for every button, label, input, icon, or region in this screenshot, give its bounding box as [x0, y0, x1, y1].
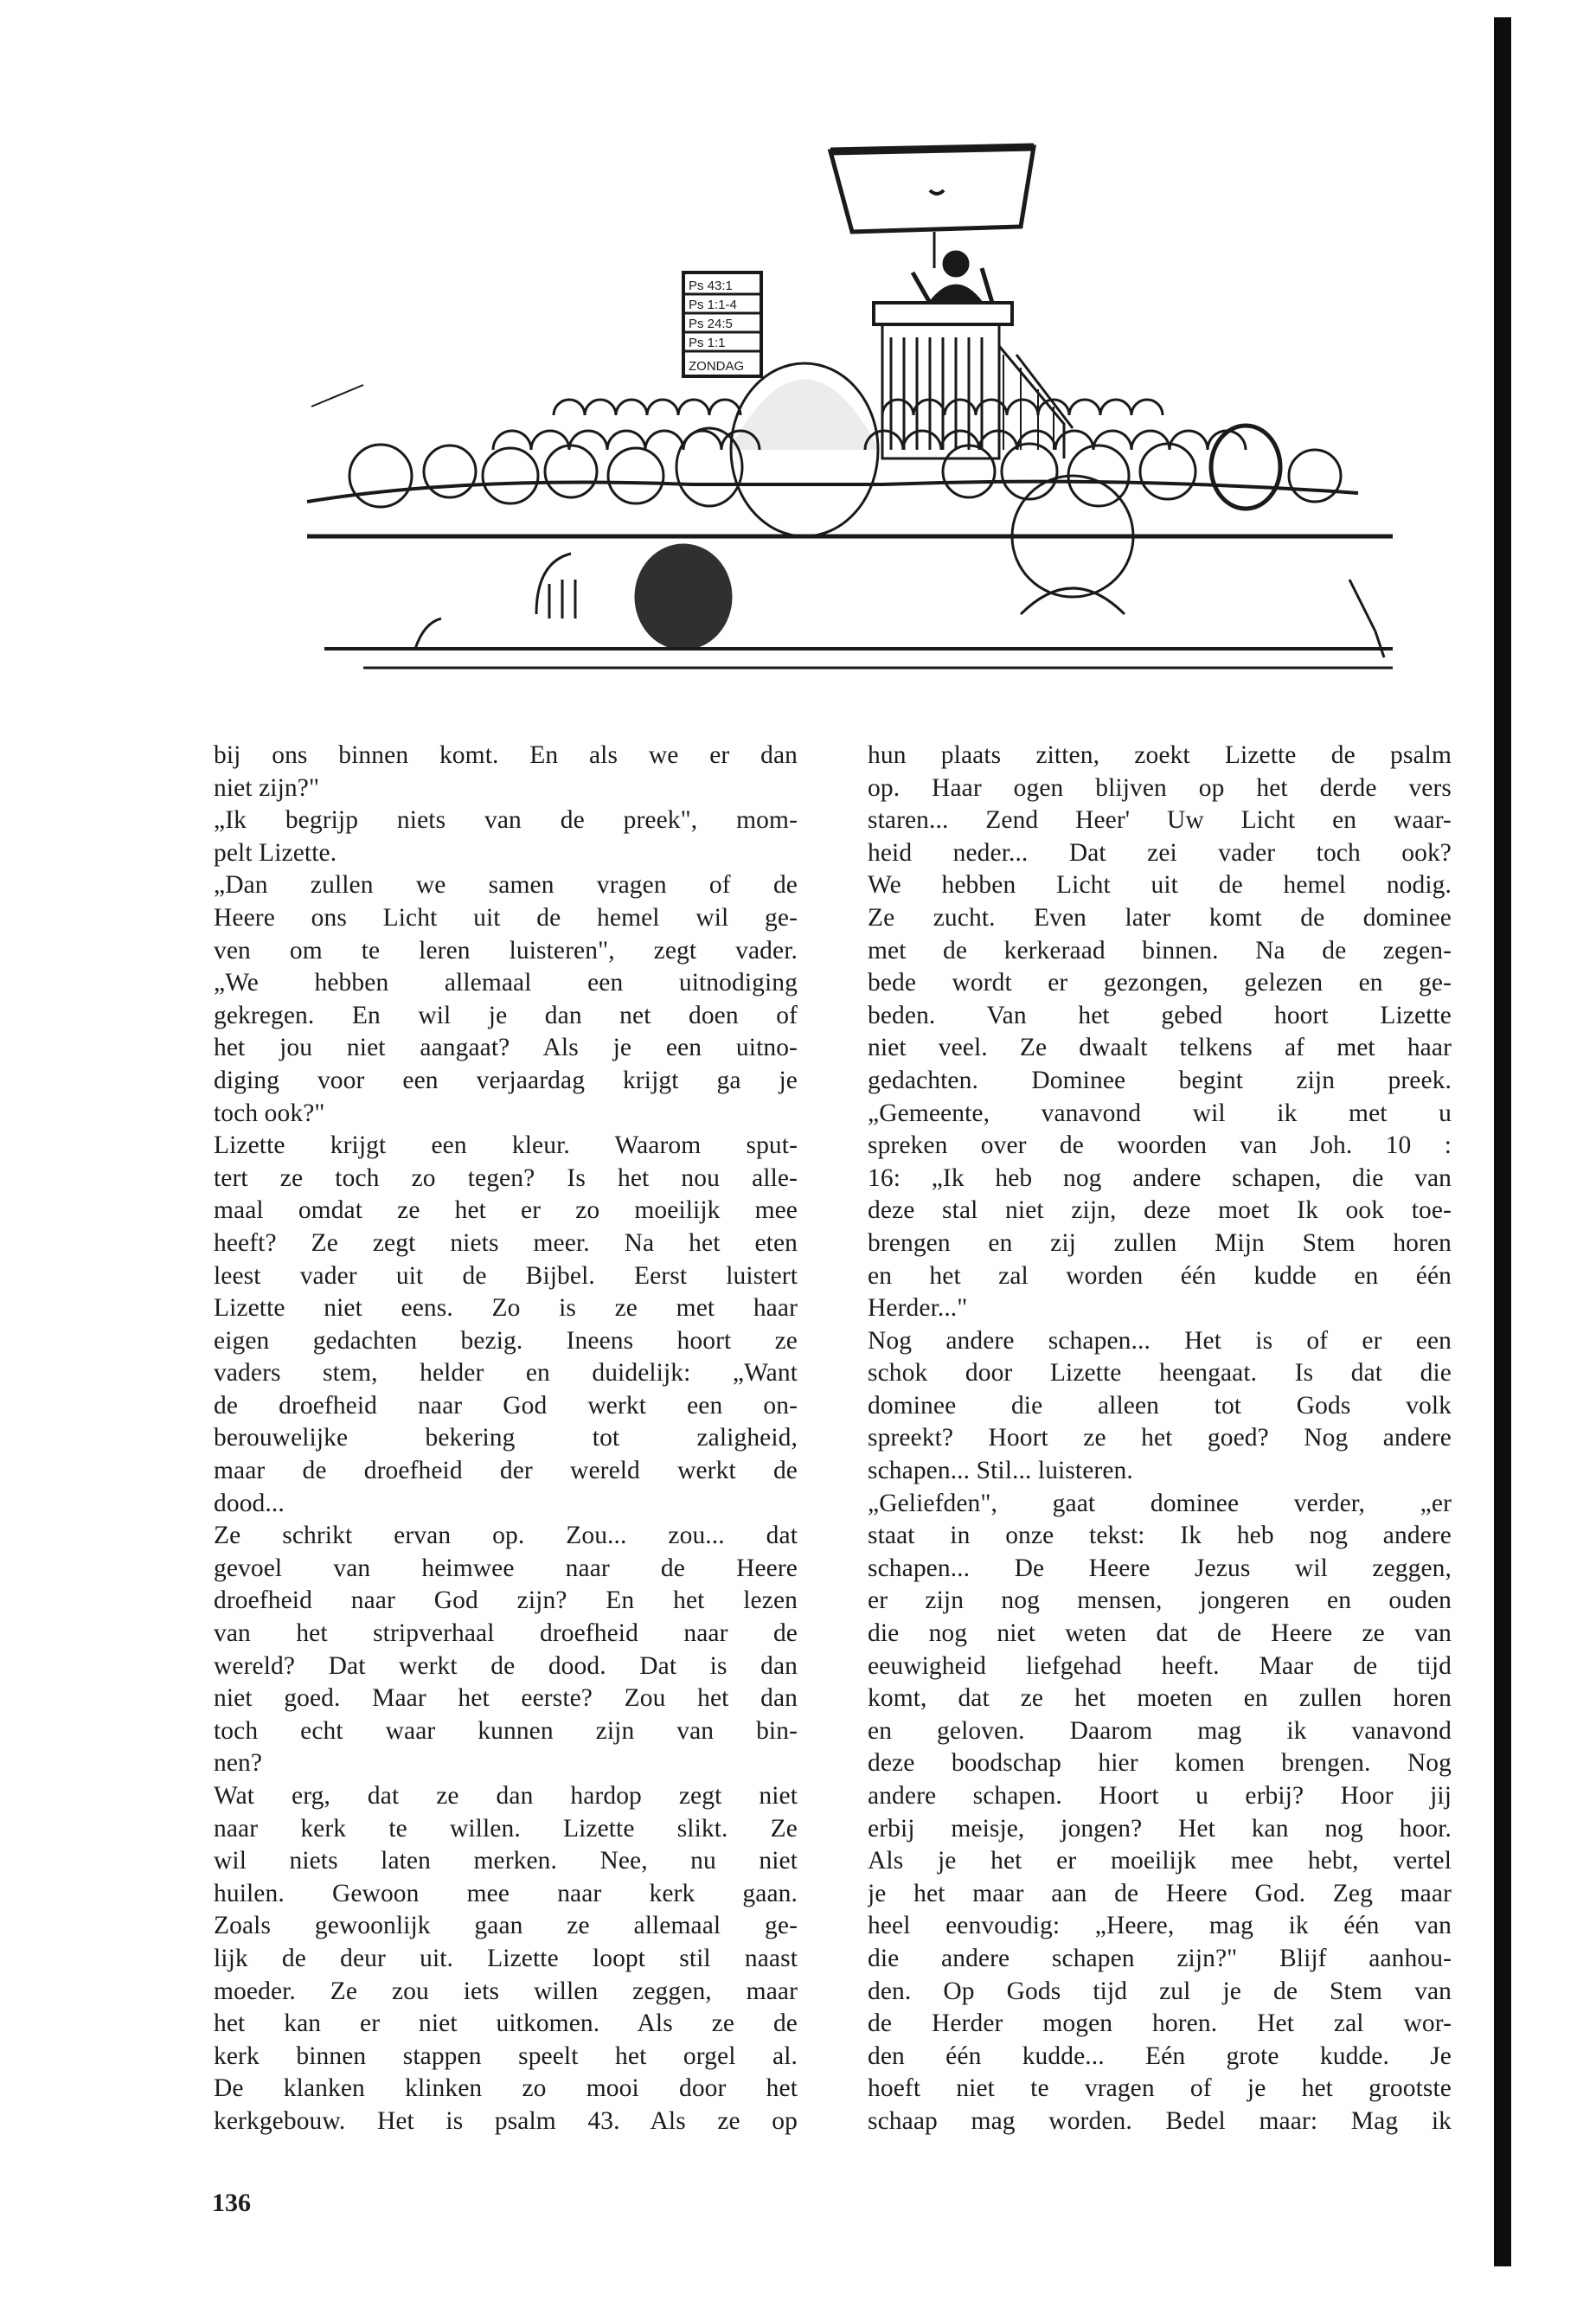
text-line: ven om te leren luisteren", zegt vader. — [214, 936, 798, 965]
text-line: andere schapen. Hoort u erbij? Hoor jij — [868, 1782, 1452, 1810]
text-line: hoeft niet te vragen of je het grootste — [868, 2074, 1452, 2103]
text-line: „Ik begrijp niets van de preek", mom- — [214, 806, 798, 835]
text-line: gedachten. Dominee begint zijn preek. — [868, 1066, 1452, 1094]
text-line: hun plaats zitten, zoekt Lizette de psalm — [868, 741, 1452, 769]
hymn-board — [683, 272, 761, 376]
text-line: bij ons binnen komt. En als we er dan — [214, 741, 798, 769]
text-line: met de kerkeraad binnen. Na de zegen- — [868, 936, 1452, 965]
scan-edge-bar — [1494, 17, 1511, 2266]
congregation — [307, 363, 1393, 668]
text-line: diging voor een verjaardag krijgt ga je — [214, 1066, 798, 1094]
text-line: je het maar aan de Heere God. Zeg maar — [868, 1879, 1452, 1907]
text-line: Herder..." — [868, 1294, 968, 1323]
text-line: den. Op Gods tijd zul je de Stem van — [868, 1977, 1452, 2005]
text-line: van het stripverhaal droefheid naar de — [214, 1619, 798, 1648]
text-line: beden. Van het gebed hoort Lizette — [868, 1001, 1452, 1029]
text-line: maar de droefheid der wereld werkt de — [214, 1457, 798, 1485]
text-line: die nog niet weten dat de Heere ze van — [868, 1619, 1452, 1648]
text-line: Als je het er moeilijk mee hebt, vertel — [868, 1847, 1452, 1875]
text-line: spreekt? Hoort ze het goed? Nog andere — [868, 1424, 1452, 1452]
text-line: Heere ons Licht uit de hemel wil ge- — [214, 903, 798, 932]
text-line: er zijn nog mensen, jongeren en ouden — [868, 1586, 1452, 1615]
text-line: het jou niet aangaat? Als je een uitno- — [214, 1034, 798, 1062]
text-line: niet veel. Ze dwaalt telkens af met haar — [868, 1034, 1452, 1062]
text-line: „Dan zullen we samen vragen of de — [214, 871, 798, 900]
text-line: deze stal niet zijn, deze moet Ik ook toe- — [868, 1196, 1452, 1225]
text-line: „Gemeente, vanavond wil ik met u — [868, 1099, 1452, 1127]
text-line: moeder. Ze zou iets willen zeggen, maar — [214, 1977, 798, 2005]
text-line: die andere schapen zijn?" Blijf aanhou- — [868, 1944, 1452, 1972]
hymn-board-line-2: Ps 1:1-4 — [689, 298, 737, 312]
hymn-board-line-1: Ps 43:1 — [689, 279, 733, 293]
text-line: kerkgebouw. Het is psalm 43. Als ze op — [214, 2106, 798, 2135]
text-line: heid neder... Dat zei vader toch ook? — [868, 838, 1452, 867]
text-line: heel eenvoudig: „Heere, mag ik één van — [868, 1912, 1452, 1940]
text-line: „We hebben allemaal een uitnodiging — [214, 969, 798, 997]
text-line: Wat erg, dat ze dan hardop zegt niet — [214, 1782, 798, 1810]
text-line: brengen en zij zullen Mijn Stem horen — [868, 1228, 1452, 1257]
text-line: toch echt waar kunnen zijn van bin- — [214, 1716, 798, 1745]
text-line: bede wordt er gezongen, gelezen en ge- — [868, 969, 1452, 997]
text-line: erbij meisje, jongen? Het kan nog hoor. — [868, 1814, 1452, 1843]
hymn-board-line-4: Ps 1:1 — [689, 336, 726, 350]
text-line: Nog andere schapen... Het is of er een — [868, 1326, 1452, 1355]
right-text-column — [868, 740, 1452, 2138]
text-line: gekregen. En wil je dan net doen of — [214, 1001, 798, 1029]
text-line: niet goed. Maar het eerste? Zou het dan — [214, 1684, 798, 1713]
left-text-column — [214, 740, 798, 2138]
hymn-board-line-3: Ps 24:5 — [689, 317, 733, 331]
text-line: We hebben Licht uit de hemel nodig. — [868, 871, 1452, 900]
church-sermon-illustration — [208, 130, 1427, 701]
text-line: maal omdat ze het er zo moeilijk mee — [214, 1196, 798, 1225]
text-line: de Herder mogen horen. Het zal wor- — [868, 2009, 1452, 2038]
text-line: schok door Lizette heengaat. Is dat die — [868, 1359, 1452, 1388]
text-line: De klanken klinken zo mooi door het — [214, 2074, 798, 2103]
text-line: 16: „Ik heb nog andere schapen, die van — [868, 1163, 1452, 1192]
hymn-board-line-5: ZONDAG — [689, 359, 745, 374]
pulpit-canopy — [830, 147, 1034, 268]
text-line: eeuwigheid liefgehad heeft. Maar de tijd — [868, 1651, 1452, 1680]
text-line: schapen... Stil... luisteren. — [868, 1457, 1133, 1485]
text-line: Ze zucht. Even later komt de dominee — [868, 903, 1452, 932]
text-line: tert ze toch zo tegen? Is het nou alle- — [214, 1163, 798, 1192]
text-line: Ze schrikt ervan op. Zou... zou... dat — [214, 1522, 798, 1550]
text-line: spreken over de woorden van Joh. 10 : — [868, 1131, 1452, 1160]
text-line: droefheid naar God zijn? En het lezen — [214, 1586, 798, 1615]
text-line: „Geliefden", gaat dominee verder, „er — [868, 1489, 1452, 1517]
text-line: Zoals gewoonlijk gaan ze allemaal ge- — [214, 1912, 798, 1940]
text-line: huilen. Gewoon mee naar kerk gaan. — [214, 1879, 798, 1907]
text-line: vaders stem, helder en duidelijk: „Want — [214, 1359, 798, 1388]
text-line: dood... — [214, 1489, 285, 1517]
text-line: de droefheid naar God werkt een on- — [214, 1391, 798, 1420]
text-line: staat in onze tekst: Ik heb nog andere — [868, 1522, 1452, 1550]
text-line: Lizette krijgt een kleur. Waarom sput- — [214, 1131, 798, 1160]
text-line: kerk binnen stappen speelt het orgel al. — [214, 2041, 798, 2070]
text-line: het kan er niet uitkomen. Als ze de — [214, 2009, 798, 2038]
text-line: en het zal worden één kudde en één — [868, 1261, 1452, 1290]
page-number: 136 — [212, 2189, 251, 2217]
text-line: heeft? Ze zegt niets meer. Na het eten — [214, 1228, 798, 1257]
text-line: gevoel van heimwee naar de Heere — [214, 1554, 798, 1582]
text-line: lijk de deur uit. Lizette loopt stil naast — [214, 1944, 798, 1972]
text-line: den één kudde... Eén grote kudde. Je — [868, 2041, 1452, 2070]
text-line: wil niets laten merken. Nee, nu niet — [214, 1847, 798, 1875]
text-line: eigen gedachten bezig. Ineens hoort ze — [214, 1326, 798, 1355]
text-line: pelt Lizette. — [214, 838, 337, 867]
text-line: Lizette niet eens. Zo is ze met haar — [214, 1294, 798, 1323]
text-line: schapen... De Heere Jezus wil zeggen, — [868, 1554, 1452, 1582]
text-line: leest vader uit de Bijbel. Eerst luistert — [214, 1261, 798, 1290]
text-line: deze boodschap hier komen brengen. Nog — [868, 1749, 1452, 1778]
text-line: nen? — [214, 1749, 263, 1778]
pulpit-with-preacher — [874, 252, 1073, 458]
text-line: toch ook?" — [214, 1099, 325, 1127]
text-line: staren... Zend Heer' Uw Licht en waar- — [868, 806, 1452, 835]
text-line: en geloven. Daarom mag ik vanavond — [868, 1716, 1452, 1745]
text-line: berouwelijke bekering tot zaligheid, — [214, 1424, 798, 1452]
stray-mark — [311, 385, 363, 407]
text-line: dominee die alleen tot Gods volk — [868, 1391, 1452, 1420]
text-line: naar kerk te willen. Lizette slikt. Ze — [214, 1814, 798, 1843]
text-line: op. Haar ogen blijven op het derde vers — [868, 773, 1452, 802]
text-line: wereld? Dat werkt de dood. Dat is dan — [214, 1651, 798, 1680]
text-line: komt, dat ze het moeten en zullen horen — [868, 1684, 1452, 1713]
text-line: schaap mag worden. Bedel maar: Mag ik — [868, 2106, 1452, 2135]
text-line: niet zijn?" — [214, 773, 320, 802]
